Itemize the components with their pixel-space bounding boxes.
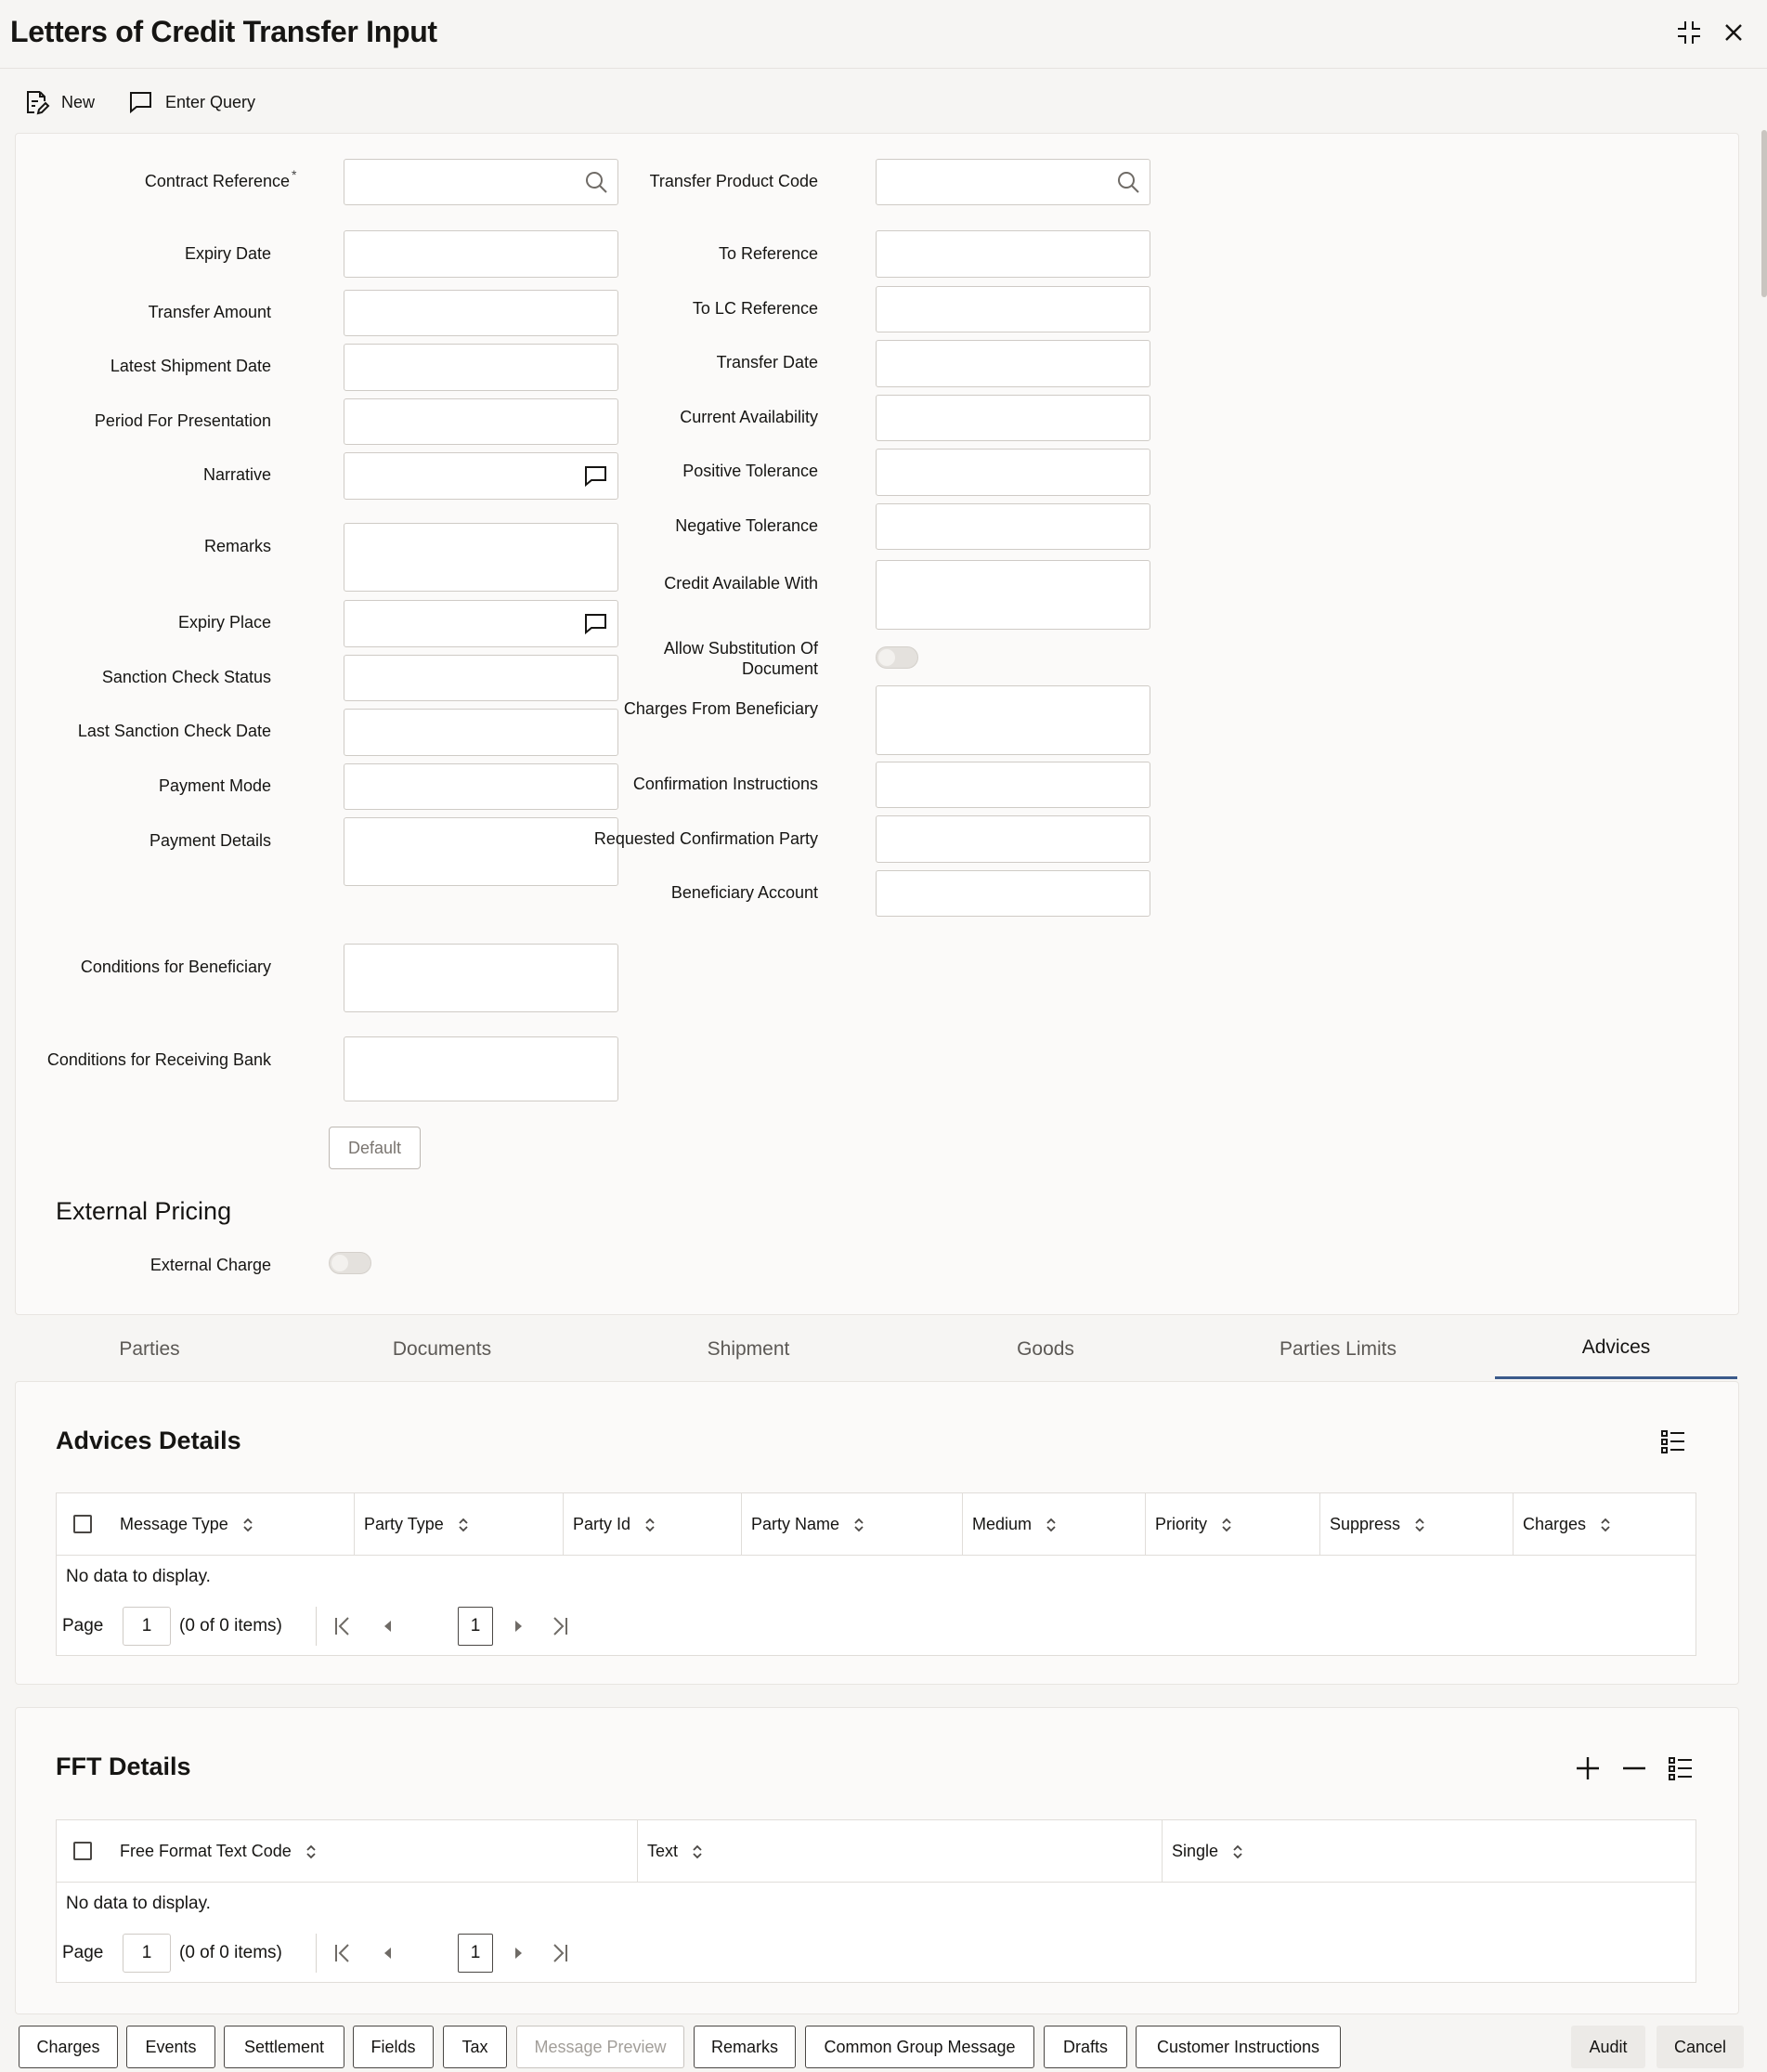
col-priority[interactable]: [1145, 1493, 1319, 1556]
sort-icon: [1231, 1843, 1244, 1861]
beneficiary-account-label: Beneficiary Account: [670, 883, 818, 902]
col-charges-label: Charges: [1523, 1515, 1587, 1533]
drafts-button[interactable]: Drafts: [1044, 2026, 1127, 2068]
col-single-label: Single: [1172, 1842, 1219, 1860]
requested-confirmation-party-label: Requested Confirmation Party: [593, 829, 818, 848]
advices-grid: [56, 1492, 1696, 1656]
fft-panel: [15, 1707, 1739, 2014]
sort-icon: [1599, 1516, 1612, 1534]
col-medium-label: Medium: [972, 1515, 1033, 1533]
pager-page-input[interactable]: 1: [123, 1607, 171, 1646]
footer-bar: [0, 2018, 1767, 2072]
to-lc-reference-input[interactable]: [876, 286, 1150, 332]
new-document-icon: [22, 88, 50, 116]
pager-page-label: Page: [62, 1943, 104, 1962]
collapse-icon[interactable]: [1673, 17, 1705, 48]
fft-column-list-icon[interactable]: [1667, 1754, 1695, 1782]
conditions-for-beneficiary-label: Conditions for Beneficiary: [80, 958, 271, 976]
last-page-icon[interactable]: [550, 1615, 570, 1637]
col-party-id-label: Party Id: [573, 1515, 631, 1533]
pager-summary: (0 of 0 items): [179, 1616, 282, 1635]
contract-reference-label: Contract Reference: [144, 172, 290, 190]
external-pricing-heading: External Pricing: [56, 1197, 232, 1225]
col-suppress[interactable]: [1319, 1493, 1513, 1556]
conditions-for-receiving-bank-label: Conditions for Receiving Bank: [46, 1050, 271, 1069]
current-page-button[interactable]: 1: [458, 1607, 493, 1646]
to-lc-reference-label: To LC Reference: [692, 299, 818, 318]
sort-icon: [643, 1516, 656, 1534]
period-for-presentation-label: Period For Presentation: [94, 411, 271, 430]
col-message-type-label: Message Type: [120, 1515, 228, 1533]
tab-documents[interactable]: Documents: [392, 1337, 492, 1360]
select-all-checkbox[interactable]: [73, 1515, 92, 1533]
cancel-button[interactable]: Cancel: [1657, 2026, 1744, 2068]
payment-mode-label: Payment Mode: [158, 776, 271, 795]
comment-icon: [126, 88, 154, 116]
col-text-label: Text: [647, 1842, 679, 1860]
fft-grid: [56, 1819, 1696, 1983]
conditions-for-beneficiary-textarea[interactable]: [344, 944, 618, 1012]
positive-tolerance-label: Positive Tolerance: [682, 462, 818, 480]
col-single[interactable]: [1162, 1820, 1682, 1883]
advices-header-icons: [1659, 1427, 1687, 1455]
beneficiary-account-input[interactable]: [876, 870, 1150, 917]
tax-button[interactable]: Tax: [443, 2026, 507, 2068]
credit-available-with-textarea[interactable]: [876, 560, 1150, 630]
external-charge-label: External Charge: [149, 1256, 271, 1274]
pager-divider: [316, 1934, 317, 1973]
advices-pager: [62, 1607, 619, 1646]
charges-button[interactable]: Charges: [19, 2026, 118, 2068]
advices-grid-header: [57, 1493, 1696, 1556]
next-page-icon[interactable]: [511, 1615, 527, 1637]
sort-icon: [1413, 1516, 1426, 1534]
main-form-panel: [15, 133, 1739, 1315]
expiry-date-label: Expiry Date: [184, 244, 271, 263]
transfer-product-code-input[interactable]: [876, 159, 1150, 205]
sort-icon: [457, 1516, 470, 1534]
prev-page-icon[interactable]: [379, 1615, 396, 1637]
transfer-product-code-label: Transfer Product Code: [649, 172, 818, 190]
pager-summary: (0 of 0 items): [179, 1943, 282, 1962]
allow-substitution-label-line1: Allow Substitution Of: [663, 639, 818, 658]
charges-from-beneficiary-textarea[interactable]: [876, 685, 1150, 755]
charges-from-beneficiary-label: Charges From Beneficiary: [623, 699, 818, 718]
message-preview-button[interactable]: Message Preview: [516, 2026, 684, 2068]
col-party-type[interactable]: [354, 1493, 563, 1556]
first-page-icon[interactable]: [332, 1942, 353, 1964]
col-priority-label: Priority: [1155, 1515, 1208, 1533]
expiry-place-label: Expiry Place: [177, 613, 271, 632]
fft-grid-header: [57, 1820, 1696, 1883]
negative-tolerance-label: Negative Tolerance: [675, 516, 818, 535]
next-page-icon[interactable]: [511, 1942, 527, 1964]
fields-button[interactable]: Fields: [353, 2026, 434, 2068]
transfer-amount-label: Transfer Amount: [148, 303, 271, 321]
advices-empty-text: No data to display.: [66, 1567, 211, 1586]
current-page-button[interactable]: 1: [458, 1934, 493, 1973]
negative-tolerance-input[interactable]: [876, 503, 1150, 550]
current-availability-input[interactable]: [876, 395, 1150, 441]
col-party-type-label: Party Type: [364, 1515, 444, 1533]
positive-tolerance-input[interactable]: [876, 449, 1150, 496]
settlement-button[interactable]: Settlement: [224, 2026, 344, 2068]
col-party-name[interactable]: [741, 1493, 962, 1556]
prev-page-icon[interactable]: [379, 1942, 396, 1964]
common-group-message-button[interactable]: Common Group Message: [805, 2026, 1034, 2068]
confirmation-instructions-label: Confirmation Instructions: [632, 775, 818, 793]
events-button[interactable]: Events: [126, 2026, 215, 2068]
sort-icon: [691, 1843, 704, 1861]
advices-panel: [15, 1381, 1739, 1685]
allow-substitution-toggle[interactable]: [876, 646, 918, 669]
remarks-label: Remarks: [203, 537, 271, 555]
customer-instructions-button[interactable]: Customer Instructions: [1136, 2026, 1341, 2068]
pager-page-input[interactable]: 1: [123, 1934, 171, 1973]
sort-icon: [305, 1843, 318, 1861]
fft-pager: [62, 1934, 619, 1973]
sort-icon: [1045, 1516, 1058, 1534]
close-icon[interactable]: [1718, 17, 1749, 48]
vertical-scrollbar[interactable]: [1761, 130, 1767, 297]
product-search-icon[interactable]: [1116, 170, 1140, 194]
col-fft-code-label: Free Format Text Code: [120, 1842, 292, 1860]
sort-icon: [852, 1516, 865, 1534]
fft-details-title: FFT Details: [56, 1753, 191, 1780]
col-party-name-label: Party Name: [751, 1515, 840, 1533]
default-button[interactable]: Default: [329, 1127, 421, 1169]
allow-substitution-label-line2: Document: [741, 659, 818, 678]
fft-select-all-checkbox[interactable]: [73, 1842, 92, 1860]
payment-details-label: Payment Details: [149, 831, 271, 850]
col-message-type[interactable]: [110, 1493, 354, 1556]
enter-query-button[interactable]: [126, 84, 255, 121]
new-label: New: [61, 92, 96, 111]
requested-confirmation-party-input[interactable]: [876, 815, 1150, 863]
tab-parties-limits[interactable]: Parties Limits: [1279, 1337, 1397, 1360]
confirmation-instructions-input[interactable]: [876, 762, 1150, 808]
audit-button[interactable]: Audit: [1571, 2026, 1645, 2068]
tab-parties[interactable]: Parties: [119, 1337, 180, 1360]
sanction-check-status-label: Sanction Check Status: [101, 668, 271, 686]
transfer-date-input[interactable]: [876, 340, 1150, 387]
narrative-label: Narrative: [202, 465, 271, 484]
fft-empty-text: No data to display.: [66, 1894, 211, 1913]
col-text[interactable]: [637, 1820, 1162, 1883]
tab-bar: [15, 1319, 1739, 1379]
window-title: Letters of Credit Transfer Input: [10, 15, 437, 48]
sort-icon: [1220, 1516, 1233, 1534]
external-charge-toggle[interactable]: [329, 1252, 371, 1274]
advices-details-title: Advices Details: [56, 1427, 241, 1454]
tab-advices[interactable]: Advices: [1495, 1319, 1737, 1379]
pager-page-label: Page: [62, 1616, 104, 1635]
col-suppress-label: Suppress: [1330, 1515, 1401, 1533]
sort-icon: [241, 1516, 254, 1534]
tab-shipment[interactable]: Shipment: [707, 1337, 790, 1360]
remove-row-icon[interactable]: [1620, 1754, 1648, 1782]
add-row-icon[interactable]: [1574, 1754, 1602, 1782]
to-reference-label: To Reference: [718, 244, 818, 263]
transfer-date-label: Transfer Date: [716, 353, 818, 371]
pager-divider: [316, 1607, 317, 1646]
col-medium[interactable]: [962, 1493, 1145, 1556]
allow-substitution-label: [502, 638, 818, 679]
remarks-button[interactable]: Remarks: [694, 2026, 796, 2068]
fft-header-icons: [1574, 1754, 1695, 1782]
tab-goods[interactable]: Goods: [1017, 1337, 1074, 1360]
title-bar: [0, 0, 1767, 69]
first-page-icon[interactable]: [332, 1615, 353, 1637]
last-page-icon[interactable]: [550, 1942, 570, 1964]
required-marker: *: [292, 167, 297, 182]
enter-query-label: Enter Query: [165, 92, 256, 111]
conditions-for-receiving-bank-textarea[interactable]: [344, 1036, 618, 1101]
last-sanction-check-date-label: Last Sanction Check Date: [77, 722, 271, 740]
column-list-icon[interactable]: [1659, 1427, 1687, 1455]
col-free-format-text-code[interactable]: [110, 1820, 637, 1883]
credit-available-with-label: Credit Available With: [664, 574, 818, 593]
latest-shipment-date-label: Latest Shipment Date: [110, 357, 271, 375]
current-availability-label: Current Availability: [680, 408, 818, 426]
col-charges[interactable]: [1513, 1493, 1696, 1556]
toolbar: [0, 84, 557, 121]
to-reference-input[interactable]: [876, 230, 1150, 278]
expiry-place-comment-icon[interactable]: [582, 612, 608, 636]
col-party-id[interactable]: [563, 1493, 741, 1556]
new-button[interactable]: [22, 84, 95, 121]
